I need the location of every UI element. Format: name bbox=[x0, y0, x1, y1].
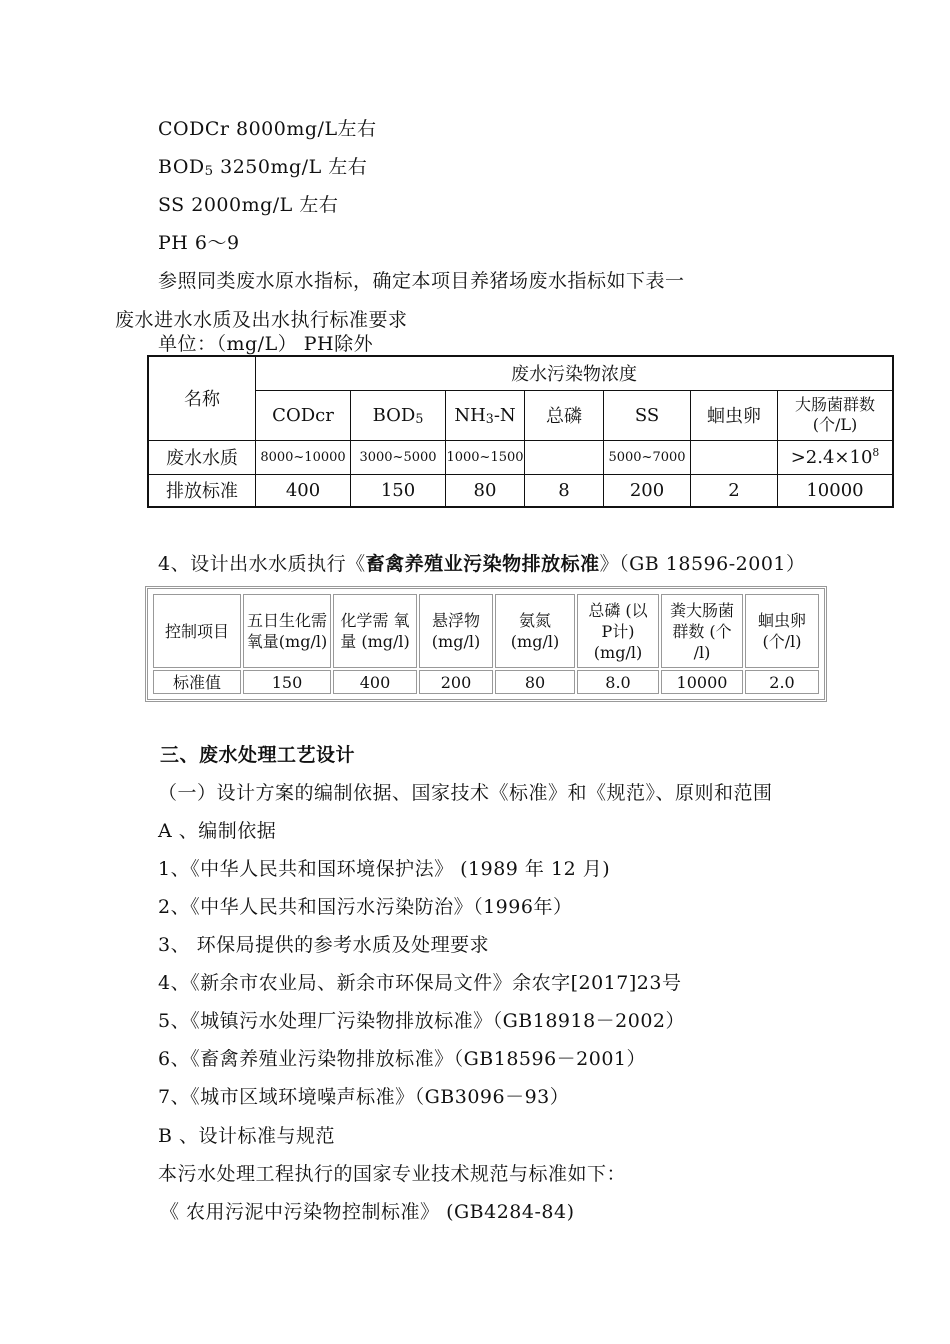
row-raw-ss: 5000~7000 bbox=[604, 440, 691, 474]
bod-rest: 3250mg/L 左右 bbox=[213, 156, 368, 178]
t2-cod-l2: 量 (mg/l) bbox=[340, 632, 410, 651]
col-nh-sub: 3 bbox=[485, 410, 494, 426]
basis-item-2: 2、《中华人民共和国污水污染防治》（1996年） bbox=[158, 896, 573, 918]
t2-egg-header bbox=[745, 594, 819, 668]
bod-sub: 5 bbox=[204, 164, 214, 179]
basis-item-7: 7、《城市区域环境噪声标准》（GB3096－93） bbox=[158, 1086, 570, 1108]
t2-bod-l2: 氧量(mg/l) bbox=[246, 632, 328, 651]
row-std-coliform: 10000 bbox=[778, 474, 894, 507]
row-std-codcr: 400 bbox=[256, 474, 351, 507]
row-std-tp: 8 bbox=[525, 474, 604, 507]
col-coliform-line1: 大肠菌群数 bbox=[794, 395, 875, 414]
t2-col-l3: /l) bbox=[693, 642, 711, 662]
row-raw-coliform-exp: 8 bbox=[872, 446, 880, 459]
t2-row-tp: 8.0 bbox=[577, 670, 659, 694]
intro-cod: CODCr 8000mg/L左右 bbox=[158, 118, 377, 140]
discharge-standard-table bbox=[151, 592, 821, 696]
t2-cod-l1: 化学需 氧 bbox=[340, 611, 410, 630]
t2-nh-l2: (mg/l) bbox=[510, 632, 560, 651]
t2-row-egg: 2.0 bbox=[745, 670, 819, 694]
section4-suffix: 》（GB 18596-2001） bbox=[599, 553, 806, 575]
section3-b-description: 本污水处理工程执行的国家专业技术规范与标准如下： bbox=[158, 1163, 627, 1185]
t2-row-col: 10000 bbox=[661, 670, 743, 694]
row-raw-nh: 1000~1500 bbox=[446, 440, 525, 474]
basis-item-1: 1、《中华人民共和国环境保护法》 (1989 年 12 月) bbox=[158, 858, 611, 880]
section4-standard-name: 畜禽养殖业污染物排放标准 bbox=[365, 553, 600, 575]
section3-title: 三、废水处理工艺设计 bbox=[160, 744, 356, 766]
row-raw-eggs bbox=[691, 440, 778, 474]
table1-name-header: 名称 bbox=[148, 356, 256, 440]
col-bod bbox=[351, 390, 446, 440]
bod-main: BOD bbox=[158, 156, 205, 178]
t2-col-l1: 粪大肠菌 bbox=[669, 600, 734, 620]
section4-prefix: 4、设计出水水质执行《 bbox=[158, 553, 366, 575]
col-roundworm-eggs: 蛔虫卵 bbox=[691, 390, 778, 440]
t2-col-header bbox=[661, 594, 743, 668]
row-raw-label: 废水水质 bbox=[148, 440, 256, 474]
col-ss: SS bbox=[604, 390, 691, 440]
basis-item-6: 6、《畜禽养殖业污染物排放标准》（GB18596－2001） bbox=[158, 1048, 647, 1070]
t2-tp-l2: P计) bbox=[601, 621, 635, 641]
t2-ss-l1: 悬浮物 bbox=[431, 611, 480, 630]
row-std-nh: 80 bbox=[446, 474, 525, 507]
col-nh-main: NH bbox=[454, 404, 486, 426]
t2-nh-header bbox=[495, 594, 575, 668]
intro-ss: SS 2000mg/L 左右 bbox=[158, 194, 339, 216]
discharge-standard-table-frame bbox=[145, 586, 827, 702]
col-codcr: CODcr bbox=[256, 390, 351, 440]
table1-group-header: 废水污染物浓度 bbox=[256, 356, 894, 390]
row-raw-tp bbox=[525, 440, 604, 474]
t2-egg-l1: 蛔虫卵 bbox=[757, 611, 806, 630]
row-raw-bod: 3000~5000 bbox=[351, 440, 446, 474]
col-bod-sub: 5 bbox=[415, 410, 424, 426]
col-total-phosphorus: 总磷 bbox=[525, 390, 604, 440]
t2-item-header: 控制项目 bbox=[153, 594, 241, 668]
t2-bod-l1: 五日生化需 bbox=[246, 611, 327, 630]
intro-bod bbox=[158, 155, 367, 184]
row-std-bod: 150 bbox=[351, 474, 446, 507]
t2-row-cod: 400 bbox=[333, 670, 417, 694]
row-std-eggs: 2 bbox=[691, 474, 778, 507]
t2-tp-l1: 总磷 (以 bbox=[588, 600, 648, 620]
basis-item-4: 4、《新余市农业局、新余市环保局文件》余农字[2017]23号 bbox=[158, 972, 682, 994]
intro-ph: PH 6～9 bbox=[158, 232, 240, 254]
row-raw-coliform bbox=[778, 440, 894, 474]
col-nh3n bbox=[446, 390, 525, 440]
section3-a-heading: A 、编制依据 bbox=[158, 820, 277, 842]
t2-row-bod: 150 bbox=[243, 670, 331, 694]
t2-tp-l3: (mg/l) bbox=[593, 642, 643, 662]
section4-heading bbox=[158, 552, 806, 576]
intro-reference: 参照同类废水原水指标，确定本项目养猪场废水指标如下表一 bbox=[158, 270, 685, 292]
basis-item-5: 5、《城镇污水处理厂污染物排放标准》（GB18918－2002） bbox=[158, 1010, 686, 1032]
col-coliform bbox=[778, 390, 894, 440]
table1-unit: 单位：（mg/L） PH除外 bbox=[158, 333, 374, 355]
col-nh-rest: -N bbox=[493, 404, 516, 426]
t2-egg-l2: (个/l) bbox=[762, 632, 802, 651]
t2-ss-header bbox=[419, 594, 493, 668]
t2-row-nh: 80 bbox=[495, 670, 575, 694]
t2-row-label: 标准值 bbox=[153, 670, 241, 694]
water-quality-table bbox=[147, 355, 894, 508]
table1-caption: 废水进水水质及出水执行标准要求 bbox=[115, 309, 408, 331]
t2-ss-l2: (mg/l) bbox=[431, 632, 481, 651]
col-bod-main: BOD bbox=[372, 404, 416, 426]
t2-row-ss: 200 bbox=[419, 670, 493, 694]
row-raw-codcr: 8000~10000 bbox=[256, 440, 351, 474]
t2-bod-header bbox=[243, 594, 331, 668]
section3-subheading: （一）设计方案的编制依据、国家技术《标准》和《规范》、原则和范围 bbox=[158, 782, 773, 804]
t2-col-l2: 群数 (个 bbox=[672, 621, 732, 641]
row-raw-coliform-base: >2.4×10 bbox=[790, 447, 873, 468]
col-coliform-line2: (个/L) bbox=[812, 415, 858, 434]
section3-b-heading: B 、设计标准与规范 bbox=[158, 1125, 336, 1147]
basis-item-3: 3、 环保局提供的参考水质及处理要求 bbox=[158, 934, 490, 956]
standard-item-sludge: 《 农用污泥中污染物控制标准》 (GB4284-84) bbox=[160, 1201, 575, 1223]
t2-cod-header bbox=[333, 594, 417, 668]
row-std-label: 排放标准 bbox=[148, 474, 256, 507]
t2-nh-l1: 氨氮 bbox=[518, 611, 551, 630]
t2-tp-header bbox=[577, 594, 659, 668]
row-std-ss: 200 bbox=[604, 474, 691, 507]
